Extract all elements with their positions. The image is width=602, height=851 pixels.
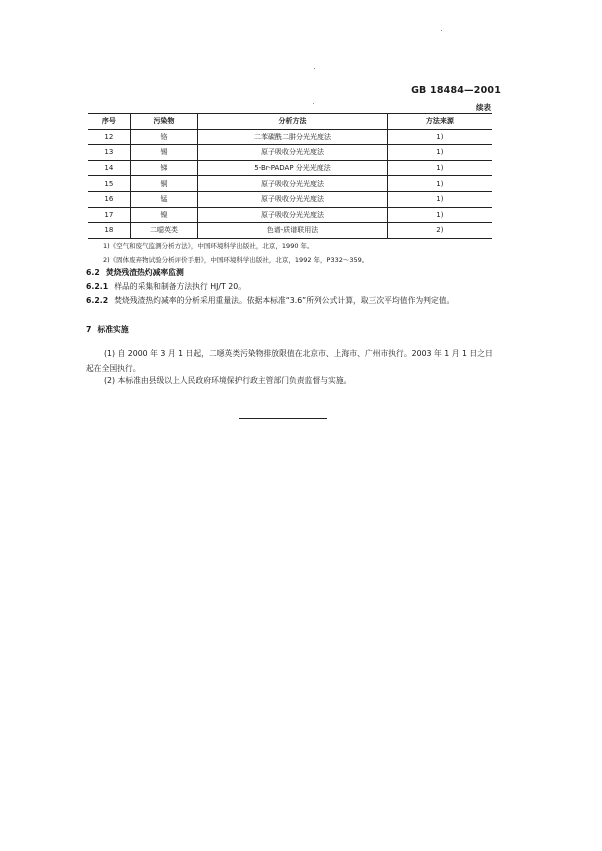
table-row xyxy=(88,207,492,223)
section-number: 7 xyxy=(86,325,92,334)
cell-serial: 17 xyxy=(88,207,130,223)
table-row xyxy=(88,145,492,161)
cell-serial: 14 xyxy=(88,160,130,176)
cell-pollutant: 镍 xyxy=(130,207,197,223)
section-6-2-1 xyxy=(86,280,506,294)
standard-number: GB 18484—2001 xyxy=(411,85,501,96)
section-7-heading xyxy=(86,323,506,337)
section-number: 6.2 xyxy=(86,268,100,277)
header-pollutant: 污染物 xyxy=(130,114,197,130)
continued-label: 续表 xyxy=(476,103,491,112)
section-title: 焚烧残渣热灼减率监测 xyxy=(105,268,184,277)
footnote: 1)《空气和废气监测分析方法》，中国环境科学出版社，北京，1990 年。 xyxy=(103,242,314,250)
cell-method: 原子吸收分光光度法 xyxy=(198,145,388,161)
table-footnotes xyxy=(103,239,503,267)
table-header-row xyxy=(88,114,492,130)
section-title: 标准实施 xyxy=(97,325,129,334)
cell-source: 1) xyxy=(387,191,492,207)
section-text: 焚烧残渣热灼减率的分析采用重量法。依据本标准“3.6”所列公式计算，取三次平均值作为判定值。 xyxy=(114,296,455,305)
header-serial: 序号 xyxy=(88,114,130,130)
cell-serial: 16 xyxy=(88,191,130,207)
cell-method: 原子吸收分光光度法 xyxy=(198,207,388,223)
end-rule xyxy=(239,418,327,419)
table-row xyxy=(88,129,492,145)
cell-source: 1) xyxy=(387,176,492,192)
cell-serial: 12 xyxy=(88,129,130,145)
cell-pollutant: 锡 xyxy=(130,145,197,161)
header-source: 方法来源 xyxy=(387,114,492,130)
cell-source: 1) xyxy=(387,129,492,145)
footnote: 2)《固体废弃物试验分析评价手册》，中国环境科学出版社，北京，1992 年，P332～359。 xyxy=(103,256,369,264)
header-method: 分析方法 xyxy=(198,114,388,130)
table-row xyxy=(88,160,492,176)
implementation-paragraph: (2) 本标准由县级以上人民政府环境保护行政主管部门负责监督与实施。 xyxy=(104,376,352,385)
methods-table xyxy=(88,113,492,239)
cell-pollutant: 铜 xyxy=(130,176,197,192)
section-6-2-heading xyxy=(86,266,506,280)
cell-method: 二苯碳酰二肼分光光度法 xyxy=(198,129,388,145)
cell-method: 色谱-质谱联用法 xyxy=(198,223,388,239)
section-number: 6.2.1 xyxy=(86,282,109,291)
section-text: 样品的采集和制备方法执行 HJ/T 20。 xyxy=(114,282,246,291)
cell-method: 原子吸收分光光度法 xyxy=(198,176,388,192)
implementation-paragraph: (1) 自 2000 年 3 月 1 日起，二噁英类污染物排放限值在北京市、上海市、广州市执行。2003 年 1 月 1 日之日起在全国执行。 xyxy=(86,349,493,373)
cell-method: 原子吸收分光光度法 xyxy=(198,191,388,207)
cell-source: 1) xyxy=(387,160,492,176)
cell-serial: 13 xyxy=(88,145,130,161)
scan-speck xyxy=(313,103,314,104)
cell-method: 5-Br-PADAP 分光光度法 xyxy=(198,160,388,176)
section-number: 6.2.2 xyxy=(86,296,109,305)
cell-pollutant: 铬 xyxy=(130,129,197,145)
table-row xyxy=(88,223,492,239)
cell-serial: 15 xyxy=(88,176,130,192)
cell-serial: 18 xyxy=(88,223,130,239)
table-row xyxy=(88,191,492,207)
cell-pollutant: 锑 xyxy=(130,160,197,176)
cell-source: 1) xyxy=(387,207,492,223)
table-row xyxy=(88,176,492,192)
cell-source: 1) xyxy=(387,145,492,161)
scan-speck xyxy=(314,68,315,69)
section-6-2-2 xyxy=(86,294,506,308)
cell-pollutant: 锰 xyxy=(130,191,197,207)
cell-pollutant: 二噁英类 xyxy=(130,223,197,239)
cell-source: 2) xyxy=(387,223,492,239)
scan-speck xyxy=(441,30,442,31)
